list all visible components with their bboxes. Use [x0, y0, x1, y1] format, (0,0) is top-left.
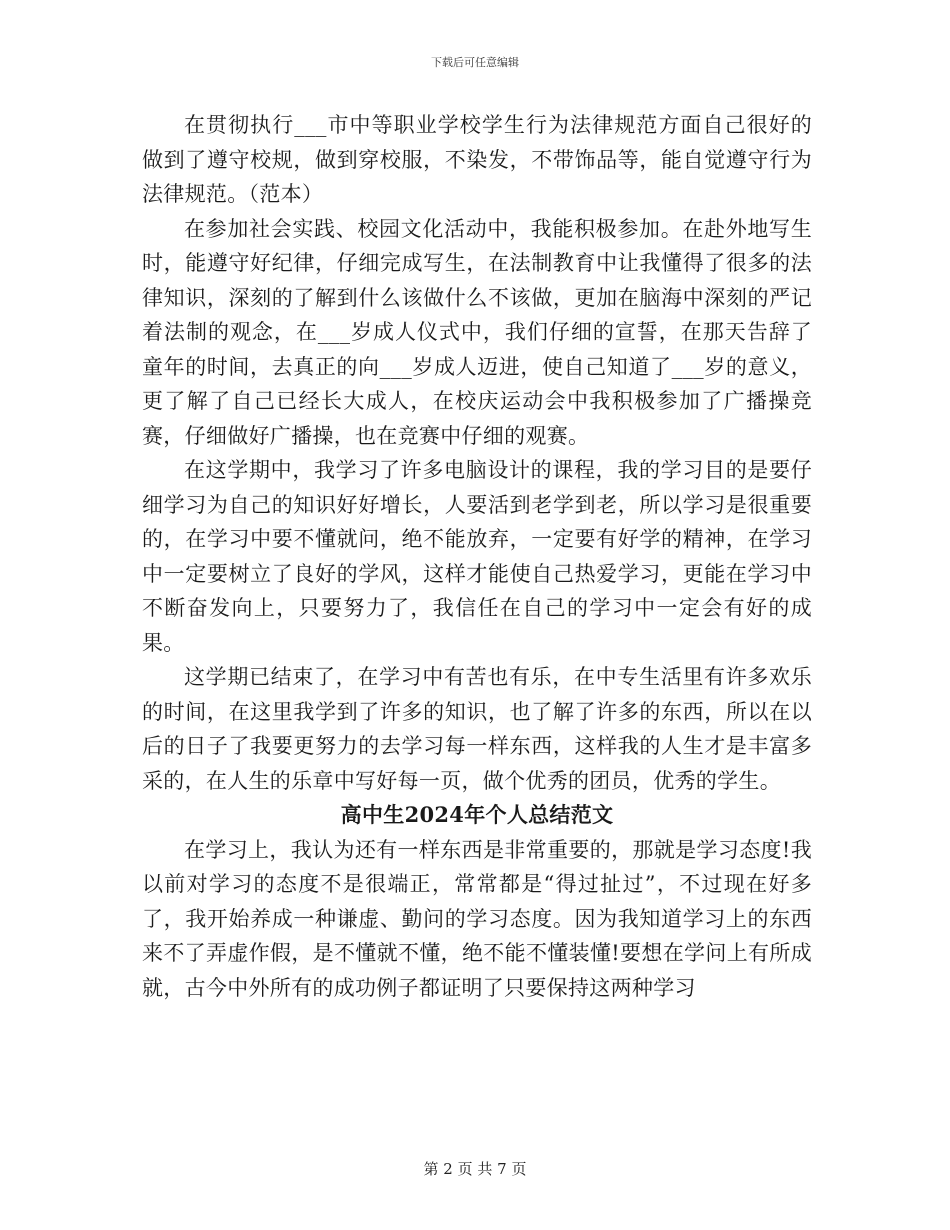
paragraph: 在学习上，我认为还有一样东西是非常重要的，那就是学习态度!我以前对学习的态度不是很端正，常常都是“得过扯过”，不过现在好多了，我开始养成一种谦虚、勤问的学习态度。因为我知道学习上的东西来不了弄虚作假，是不懂就不懂，绝不能不懂装懂!要想在学问上有所成就，古今中外所有的成功例子都证明了只要保持这两种学习: [142, 837, 812, 1000]
page-header-note: 下载后可任意编辑: [431, 56, 519, 69]
paragraph: 在参加社会实践、校园文化活动中，我能积极参加。在赴外地写生时，能遵守好纪律，仔细完成写生，在法制教育中让我懂得了很多的法律知识，深刻的了解到什么该做什么不该做，更加在脑海中深刻的严记着法制的观念，在___岁成人仪式中，我们仔细的宣誓，在那天告辞了童年的时间，去真正的向___岁成人迈进，使自己知道了___岁的意义，更了解了自己已经长大成人，在校庆运动会中我积极参加了广播操竞赛，仔细做好广播操，也在竞赛中仔细的观赛。: [142, 216, 812, 448]
paragraph: 这学期已结束了，在学习中有苦也有乐，在中专生活里有许多欢乐的时间，在这里我学到了许多的知识，也了解了许多的东西，所以在以后的日子了我要更努力的去学习每一样东西，这样我的人生才是丰富多采的，在人生的乐章中写好每一页，做个优秀的团员，优秀的学生。: [142, 665, 812, 793]
paragraph: 在这学期中，我学习了许多电脑设计的课程，我的学习目的是要仔细学习为自己的知识好好增长，人要活到老学到老，所以学习是很重要的，在学习中要不懂就问，绝不能放弃，一定要有好学的精神，在学习中一定要树立了良好的学风，这样才能使自己热爱学习，更能在学习中不断奋发向上，只要努力了，我信任在自己的学习中一定会有好的成果。: [142, 458, 812, 655]
page-number: 第 2 页 共 7 页: [423, 1160, 527, 1178]
section-title: 高中生2024年个人总结范文: [340, 802, 614, 827]
document-body: [142, 108, 812, 1005]
paragraph: 在贯彻执行___市中等职业学校学生行为法律规范方面自己很好的做到了遵守校规，做到穿校服，不染发，不带饰品等，能自觉遵守行为法律规范。（范本）: [142, 113, 812, 206]
